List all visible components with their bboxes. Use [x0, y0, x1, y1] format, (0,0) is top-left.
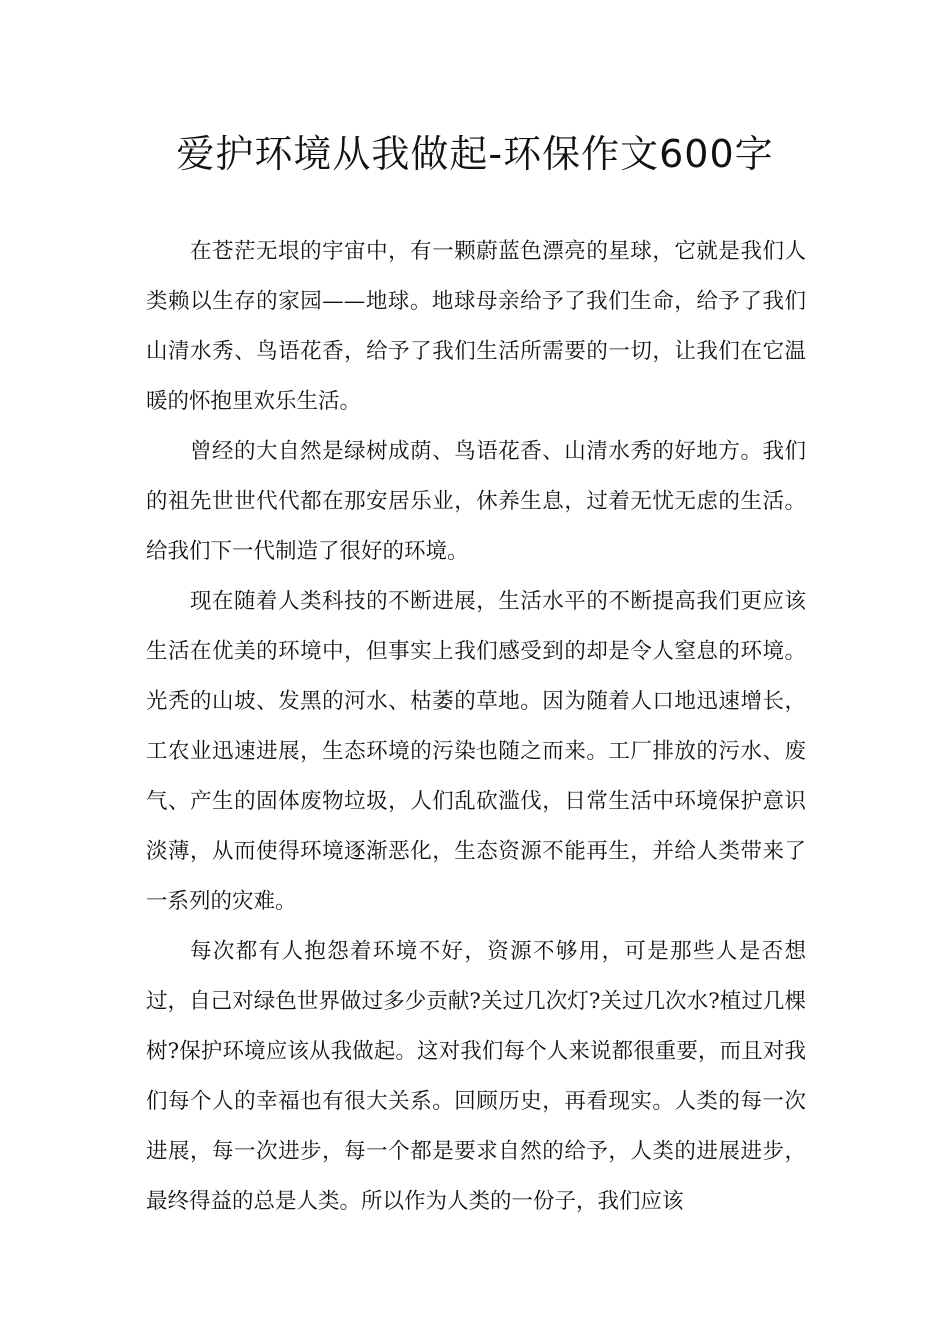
paragraph-3: 现在随着人类科技的不断进展，生活水平的不断提高我们更应该生活在优美的环境中，但事实上我们感受到的却是令人窒息的环境。光秃的山坡、发黑的河水、枯萎的草地。因为随着人口地迅速增长，工农业迅速进展，生态环境的污染也随之而来。工厂排放的污水、废气、产生的固体废物垃圾，人们乱砍滥伐，日常生活中环境保护意识淡薄，从而使得环境逐渐恶化，生态资源不能再生，并给人类带来了一系列的灾难。: [146, 589, 806, 914]
paragraph-2: 曾经的大自然是绿树成荫、鸟语花香、山清水秀的好地方。我们的祖先世世代代都在那安居乐业，休养生息，过着无忧无虑的生活。给我们下一代制造了很好的环境。: [146, 439, 806, 564]
paragraph-1: 在苍茫无垠的宇宙中，有一颗蔚蓝色漂亮的星球，它就是我们人类赖以生存的家园——地球。地球母亲给予了我们生命，给予了我们山清水秀、鸟语花香，给予了我们生活所需要的一切，让我们在它温暖的怀抱里欢乐生活。: [146, 239, 806, 414]
document-title: 爱护环境从我做起-环保作文600字: [176, 132, 774, 176]
document-body: [146, 227, 806, 1227]
paragraph-4: 每次都有人抱怨着环境不好，资源不够用，可是那些人是否想过，自己对绿色世界做过多少贡献?关过几次灯?关过几次水?植过几棵树?保护环境应该从我做起。这对我们每个人来说都很重要，而且对我们每个人的幸福也有很大关系。回顾历史，再看现实。人类的每一次进展，每一次进步，每一个都是要求自然的给予，人类的进展进步，最终得益的总是人类。所以作为人类的一份子，我们应该: [146, 939, 806, 1214]
